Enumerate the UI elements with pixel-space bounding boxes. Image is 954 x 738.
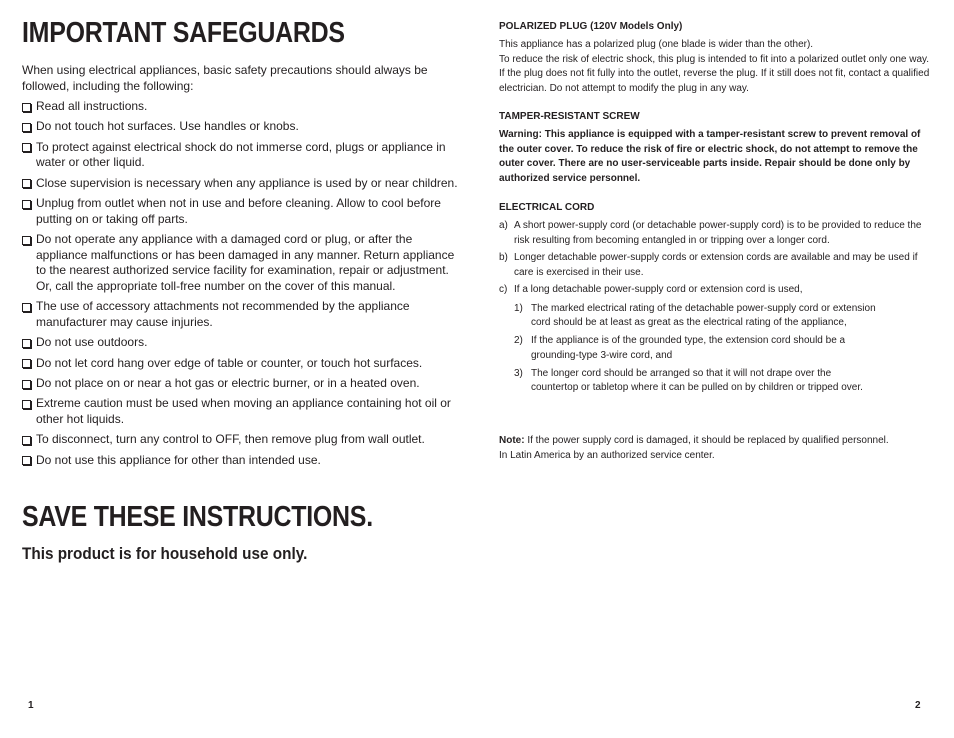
list-item-text: Extreme caution must be used when moving an appliance containing hot oil or other hot liquids. — [36, 396, 451, 427]
list-item — [499, 219, 931, 248]
list-item-text: To protect against electrical shock do not immerse cord, plugs or appliance in water or other liquid. — [36, 139, 446, 170]
polarized-plug-line2: To reduce the risk of electric shock, this plug is intended to fit into a polarized outlet only one way. If the plug does not fit fully into the outlet, reverse the plug. If it still does not fit, contact a qualified electrician. Do not attempt to modify the plug in any way. — [499, 53, 930, 94]
checkbox-bullet-icon — [22, 359, 31, 368]
list-item — [22, 299, 458, 330]
list-item — [499, 283, 931, 396]
checkbox-bullet-icon — [22, 236, 31, 245]
tamper-screw-warning-text: Warning: This appliance is equipped with a tamper-resistant screw to prevent removal of the outer cover. To reduce the risk of fire or electric shock, do not attempt to remove the outer cover. There are no user-serviceable parts inside. Repair should be done only by authorized service personnel. — [499, 129, 921, 184]
sublist-item-text: The longer cord should be arranged so that it will not drape over the countertop or tabletop where it can be pulled on by children or tripped over. — [531, 367, 863, 393]
intro-text — [22, 63, 462, 94]
checkbox-bullet-icon — [22, 103, 31, 112]
list-item — [22, 232, 458, 294]
page-number-right: 2 — [915, 700, 921, 711]
list-item-label: c) — [499, 284, 508, 295]
list-item-text: To disconnect, turn any control to OFF, then remove plug from wall outlet. — [36, 432, 425, 447]
list-item-text: Do not place on or near a hot gas or electric burner, or in a heated oven. — [36, 376, 420, 391]
sublist-item — [514, 334, 876, 363]
note-line1 — [499, 434, 931, 449]
tamper-screw-warning — [499, 128, 931, 186]
sublist-item-text: If the appliance is of the grounded type, the extension cord should be a grounding-type 3-wire cord, and — [531, 335, 846, 361]
note-line2: In Latin America by an authorized service center. — [499, 449, 715, 461]
list-item — [22, 356, 458, 372]
safeguards-list — [22, 99, 458, 473]
checkbox-bullet-icon — [22, 436, 31, 445]
polarized-plug-text — [499, 38, 931, 96]
household-use-notice: This product is for household use only. — [22, 544, 308, 563]
list-item-text: Do not touch hot surfaces. Use handles or knobs. — [36, 119, 299, 134]
note-section — [499, 434, 931, 463]
page-title: IMPORTANT SAFEGUARDS — [22, 17, 345, 49]
note-label: Note: — [499, 435, 525, 446]
list-item-text: The use of accessory attachments not recommended by the appliance manufacturer may cause injuries. — [36, 299, 410, 329]
list-item — [22, 335, 458, 351]
checkbox-bullet-icon — [22, 303, 31, 312]
cord-list — [499, 219, 931, 396]
list-item — [22, 196, 458, 227]
list-item — [22, 140, 458, 171]
page-number-left: 1 — [28, 700, 34, 711]
polarized-plug-heading: POLARIZED PLUG (120V Models Only) — [499, 21, 683, 32]
list-item — [22, 453, 458, 469]
list-item-text: Longer detachable power-supply cords or extension cords are available and may be used if care is exercised in their use. — [514, 252, 918, 278]
polarized-plug-line1: This appliance has a polarized plug (one blade is wider than the other). — [499, 39, 814, 50]
sublist-item — [514, 302, 876, 331]
list-item-text: Do not use outdoors. — [36, 335, 148, 350]
list-item-text: Do not operate any appliance with a damaged cord or plug, or after the appliance malfunctions or has been damaged in any manner. Return appliance to the nearest authorized service facility for examination, repair or adjustment. Or, call the appropriate toll-free number on the cover of this manual. — [36, 232, 455, 293]
list-item-text: Do not let cord hang over edge of table or counter, or touch hot surfaces. — [36, 355, 423, 370]
list-item-label: a) — [499, 220, 508, 231]
list-item-text: Do not use this appliance for other than intended use. — [36, 452, 321, 467]
list-item-text: A short power-supply cord (or detachable power-supply cord) is to be provided to reduce the risk resulting from becoming entangled in or tripping over a longer cord. — [514, 220, 922, 246]
electrical-cord-section — [499, 219, 931, 399]
sublist-item-label: 1) — [514, 302, 523, 314]
note-text: If the power supply cord is damaged, it should be replaced by qualified personnel. — [527, 435, 889, 446]
list-item-text: Close supervision is necessary when any appliance is used by or near children. — [36, 175, 458, 190]
sublist-item-text: The marked electrical rating of the detachable power-supply cord or extension cord should be at least as great as the electrical rating of the appliance, — [531, 302, 876, 328]
checkbox-bullet-icon — [22, 380, 31, 389]
list-item — [22, 119, 458, 135]
checkbox-bullet-icon — [22, 200, 31, 209]
list-item-text: Unplug from outlet when not in use and before cleaning. Allow to cool before putting on or taking off parts. — [36, 196, 441, 226]
list-item-label: b) — [499, 252, 508, 263]
save-instructions-title: SAVE THESE INSTRUCTIONS. — [22, 501, 373, 533]
electrical-cord-heading: ELECTRICAL CORD — [499, 202, 595, 213]
list-item — [22, 176, 458, 192]
intro-paragraph: When using electrical appliances, basic safety precautions should always be followed, including the following: — [22, 63, 428, 93]
right-page — [477, 0, 954, 738]
checkbox-bullet-icon — [22, 179, 31, 188]
list-item — [22, 432, 458, 448]
list-item — [22, 396, 458, 427]
sublist-item-label: 3) — [514, 367, 523, 379]
list-item-text: Read all instructions. — [36, 99, 148, 113]
list-item — [499, 251, 931, 280]
list-item — [22, 99, 458, 115]
list-item-text: If a long detachable power-supply cord or extension cord is used, — [514, 284, 803, 295]
checkbox-bullet-icon — [22, 143, 31, 152]
cord-sublist — [514, 302, 931, 396]
checkbox-bullet-icon — [22, 339, 31, 348]
checkbox-bullet-icon — [22, 123, 31, 132]
checkbox-bullet-icon — [22, 400, 31, 409]
list-item — [22, 376, 458, 392]
tamper-screw-heading: TAMPER-RESISTANT SCREW — [499, 111, 640, 122]
checkbox-bullet-icon — [22, 456, 31, 465]
sublist-item-label: 2) — [514, 335, 523, 346]
sublist-item — [514, 367, 876, 396]
